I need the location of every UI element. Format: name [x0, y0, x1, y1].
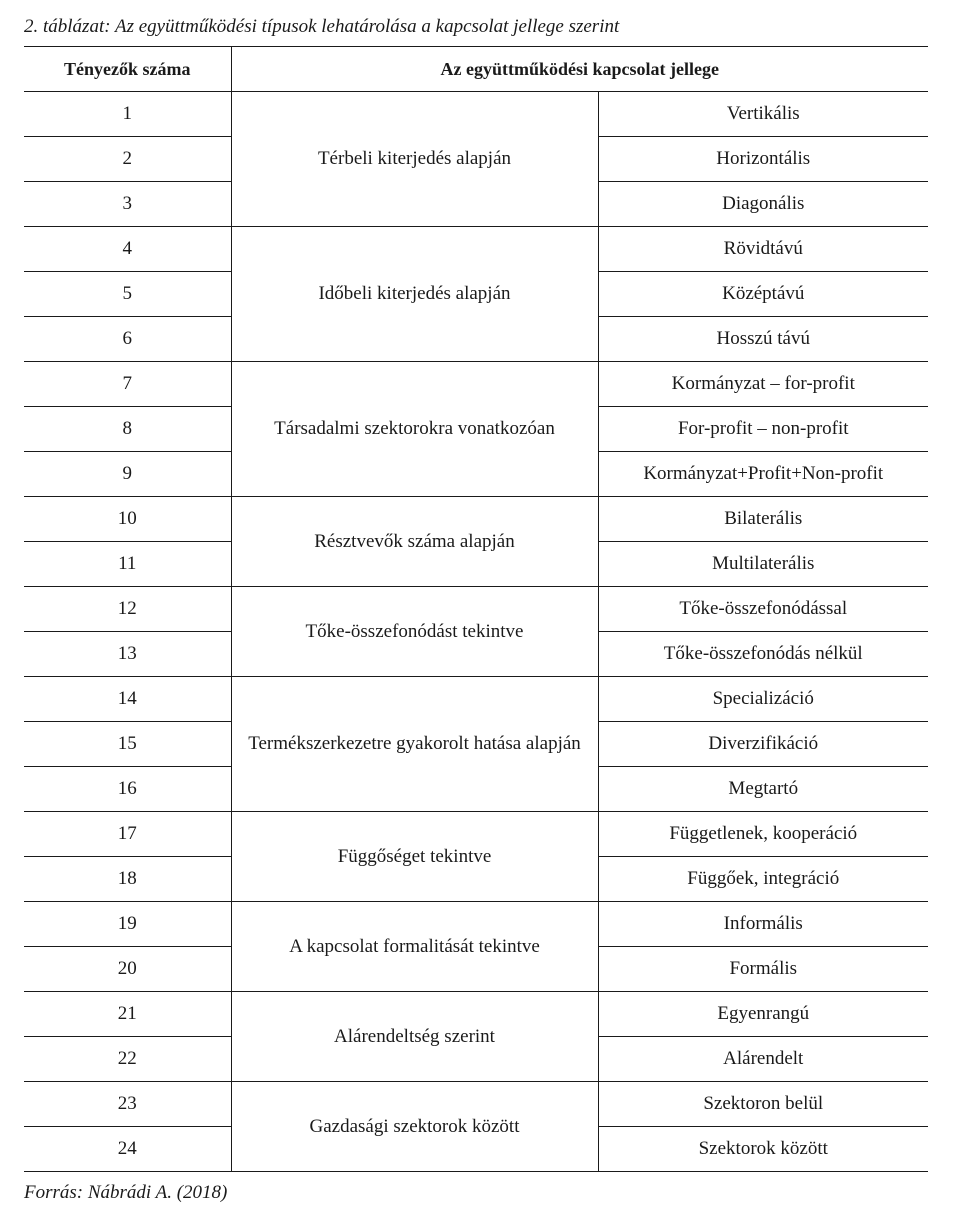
table-row [24, 992, 928, 1037]
table-body [24, 92, 928, 1172]
header-relationship-type: Az együttműködési kapcsolat jellege [231, 47, 928, 92]
category-cell: Résztvevők száma alapján [231, 497, 598, 587]
relationship-type-cell: Multilaterális [598, 542, 928, 587]
table-header-row [24, 47, 928, 92]
relationship-type-cell: Bilaterális [598, 497, 928, 542]
relationship-type-cell: Hosszú távú [598, 317, 928, 362]
factor-number-cell: 7 [24, 362, 231, 407]
factor-number-cell: 21 [24, 992, 231, 1037]
category-cell: Függőséget tekintve [231, 812, 598, 902]
category-cell: Térbeli kiterjedés alapján [231, 92, 598, 227]
factor-number-cell: 14 [24, 677, 231, 722]
factor-number-cell: 24 [24, 1127, 231, 1172]
factor-number-cell: 18 [24, 857, 231, 902]
factor-number-cell: 3 [24, 182, 231, 227]
factor-number-cell: 11 [24, 542, 231, 587]
factor-number-cell: 16 [24, 767, 231, 812]
table-source: Forrás: Nábrádi A. (2018) [24, 1182, 228, 1203]
factor-number-cell: 6 [24, 317, 231, 362]
table-row [24, 362, 928, 407]
table-row [24, 677, 928, 722]
factor-number-cell: 10 [24, 497, 231, 542]
category-cell: Társadalmi szektorokra vonatkozóan [231, 362, 598, 497]
table-row [24, 587, 928, 632]
factor-number-cell: 9 [24, 452, 231, 497]
factor-number-cell: 17 [24, 812, 231, 857]
category-cell: Időbeli kiterjedés alapján [231, 227, 598, 362]
relationship-type-cell: Alárendelt [598, 1037, 928, 1082]
factor-number-cell: 22 [24, 1037, 231, 1082]
table-row [24, 902, 928, 947]
factor-number-cell: 23 [24, 1082, 231, 1127]
relationship-type-cell: Tőke-összefonódás nélkül [598, 632, 928, 677]
factor-number-cell: 19 [24, 902, 231, 947]
factor-number-cell: 2 [24, 137, 231, 182]
relationship-type-cell: Horizontális [598, 137, 928, 182]
table-row [24, 227, 928, 272]
relationship-type-cell: Megtartó [598, 767, 928, 812]
factor-number-cell: 5 [24, 272, 231, 317]
relationship-type-cell: Diagonális [598, 182, 928, 227]
table-caption: 2. táblázat: Az együttműködési típusok lehatárolása a kapcsolat jellege szerint [24, 16, 620, 37]
relationship-type-cell: Formális [598, 947, 928, 992]
relationship-type-cell: Szektorok között [598, 1127, 928, 1172]
factor-number-cell: 8 [24, 407, 231, 452]
table-row [24, 812, 928, 857]
relationship-type-cell: Tőke-összefonódással [598, 587, 928, 632]
relationship-type-cell: Informális [598, 902, 928, 947]
factor-number-cell: 13 [24, 632, 231, 677]
relationship-type-cell: Középtávú [598, 272, 928, 317]
relationship-type-cell: For-profit – non-profit [598, 407, 928, 452]
relationship-type-cell: Szektoron belül [598, 1082, 928, 1127]
relationship-type-cell: Specializáció [598, 677, 928, 722]
category-cell: Termékszerkezetre gyakorolt hatása alapján [231, 677, 598, 812]
table-row [24, 1082, 928, 1127]
table-row [24, 497, 928, 542]
factor-number-cell: 1 [24, 92, 231, 137]
relationship-type-cell: Diverzifikáció [598, 722, 928, 767]
factor-number-cell: 12 [24, 587, 231, 632]
factor-number-cell: 20 [24, 947, 231, 992]
category-cell: A kapcsolat formalitását tekintve [231, 902, 598, 992]
header-factor-count: Tényezők száma [24, 47, 231, 92]
category-cell: Gazdasági szektorok között [231, 1082, 598, 1172]
factor-number-cell: 15 [24, 722, 231, 767]
relationship-type-cell: Függőek, integráció [598, 857, 928, 902]
category-cell: Tőke-összefonódást tekintve [231, 587, 598, 677]
cooperation-types-table [24, 46, 928, 1172]
category-cell: Alárendeltség szerint [231, 992, 598, 1082]
relationship-type-cell: Rövidtávú [598, 227, 928, 272]
table-row [24, 92, 928, 137]
factor-number-cell: 4 [24, 227, 231, 272]
relationship-type-cell: Egyenrangú [598, 992, 928, 1037]
relationship-type-cell: Kormányzat+Profit+Non-profit [598, 452, 928, 497]
relationship-type-cell: Kormányzat – for-profit [598, 362, 928, 407]
relationship-type-cell: Függetlenek, kooperáció [598, 812, 928, 857]
relationship-type-cell: Vertikális [598, 92, 928, 137]
